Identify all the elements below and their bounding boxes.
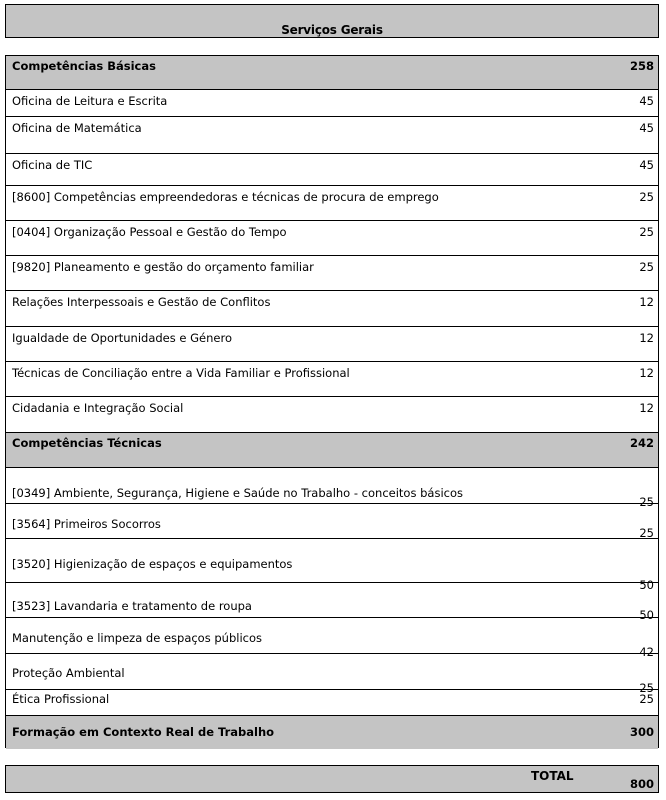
table-row <box>6 397 658 433</box>
section-row <box>6 56 658 90</box>
section-hours: 242 <box>629 436 654 450</box>
module-hours: 45 <box>639 94 654 108</box>
module-hours: 12 <box>639 295 654 309</box>
section-label: Formação em Contexto Real de Trabalho <box>12 725 275 739</box>
module-label: [3564] Primeiros Socorros <box>12 517 161 531</box>
module-label: Relações Interpessoais e Gestão de Conflitos <box>12 295 271 309</box>
module-label: [3523] Lavandaria e tratamento de roupa <box>12 599 252 613</box>
module-label: [3520] Higienização de espaços e equipamentos <box>12 557 293 571</box>
table-row <box>6 618 658 659</box>
section-hours: 258 <box>629 59 654 73</box>
header-bar <box>5 4 659 38</box>
module-hours: 45 <box>639 158 654 172</box>
section-hours: 300 <box>629 725 654 739</box>
module-hours: 12 <box>639 331 654 345</box>
table-row <box>6 654 658 695</box>
module-label: [0404] Organização Pessoal e Gestão do Tempo <box>12 225 287 239</box>
module-label: Oficina de TIC <box>12 158 93 172</box>
table-row <box>6 539 658 592</box>
module-label: [8600] Competências empreendedoras e técnicas de procura de emprego <box>12 190 439 204</box>
table-row <box>6 468 658 509</box>
module-hours: 25 <box>639 692 654 706</box>
table-row <box>6 504 658 539</box>
table-row <box>6 117 658 154</box>
module-label: Proteção Ambiental <box>12 666 125 680</box>
module-hours: 25 <box>639 225 654 239</box>
total-value: 800 <box>629 777 654 791</box>
table-row <box>6 221 658 256</box>
module-label: Igualdade de Oportunidades e Género <box>12 331 232 345</box>
table-row <box>6 291 658 327</box>
module-hours: 25 <box>639 495 654 509</box>
module-hours: 25 <box>639 681 654 695</box>
module-hours: 45 <box>639 121 654 135</box>
module-hours: 12 <box>639 366 654 380</box>
module-hours: 25 <box>639 190 654 204</box>
table-row <box>6 256 658 291</box>
module-label: Oficina de Leitura e Escrita <box>12 94 168 108</box>
module-label: Ética Profissional <box>12 692 110 706</box>
module-hours: 50 <box>639 608 654 622</box>
module-label: Técnicas de Conciliação entre a Vida Familiar e Profissional <box>12 366 350 380</box>
table-row <box>6 154 658 186</box>
module-hours: 50 <box>639 578 654 592</box>
module-hours: 25 <box>639 260 654 274</box>
module-label: Cidadania e Integração Social <box>12 401 184 415</box>
total-label: TOTAL <box>531 769 574 783</box>
total-bar <box>5 765 659 793</box>
module-label: [0349] Ambiente, Segurança, Higiene e Saúde no Trabalho - conceitos básicos <box>12 486 463 500</box>
table-row <box>6 690 658 716</box>
table-row <box>6 186 658 221</box>
table-row <box>6 327 658 362</box>
table-row <box>6 362 658 397</box>
section-row <box>6 433 658 468</box>
module-hours: 25 <box>639 526 654 540</box>
module-label: Oficina de Matemática <box>12 121 142 135</box>
course-table <box>5 55 659 748</box>
module-hours: 12 <box>639 401 654 415</box>
table-row <box>6 90 658 117</box>
section-label: Competências Básicas <box>12 59 156 73</box>
module-label: Manutenção e limpeza de espaços públicos <box>12 631 262 645</box>
page-title: Serviços Gerais <box>281 23 383 37</box>
table-row <box>6 583 658 622</box>
section-label: Competências Técnicas <box>12 436 162 450</box>
module-label: [9820] Planeamento e gestão do orçamento familiar <box>12 260 314 274</box>
module-hours: 42 <box>639 645 654 659</box>
section-row <box>6 716 658 749</box>
